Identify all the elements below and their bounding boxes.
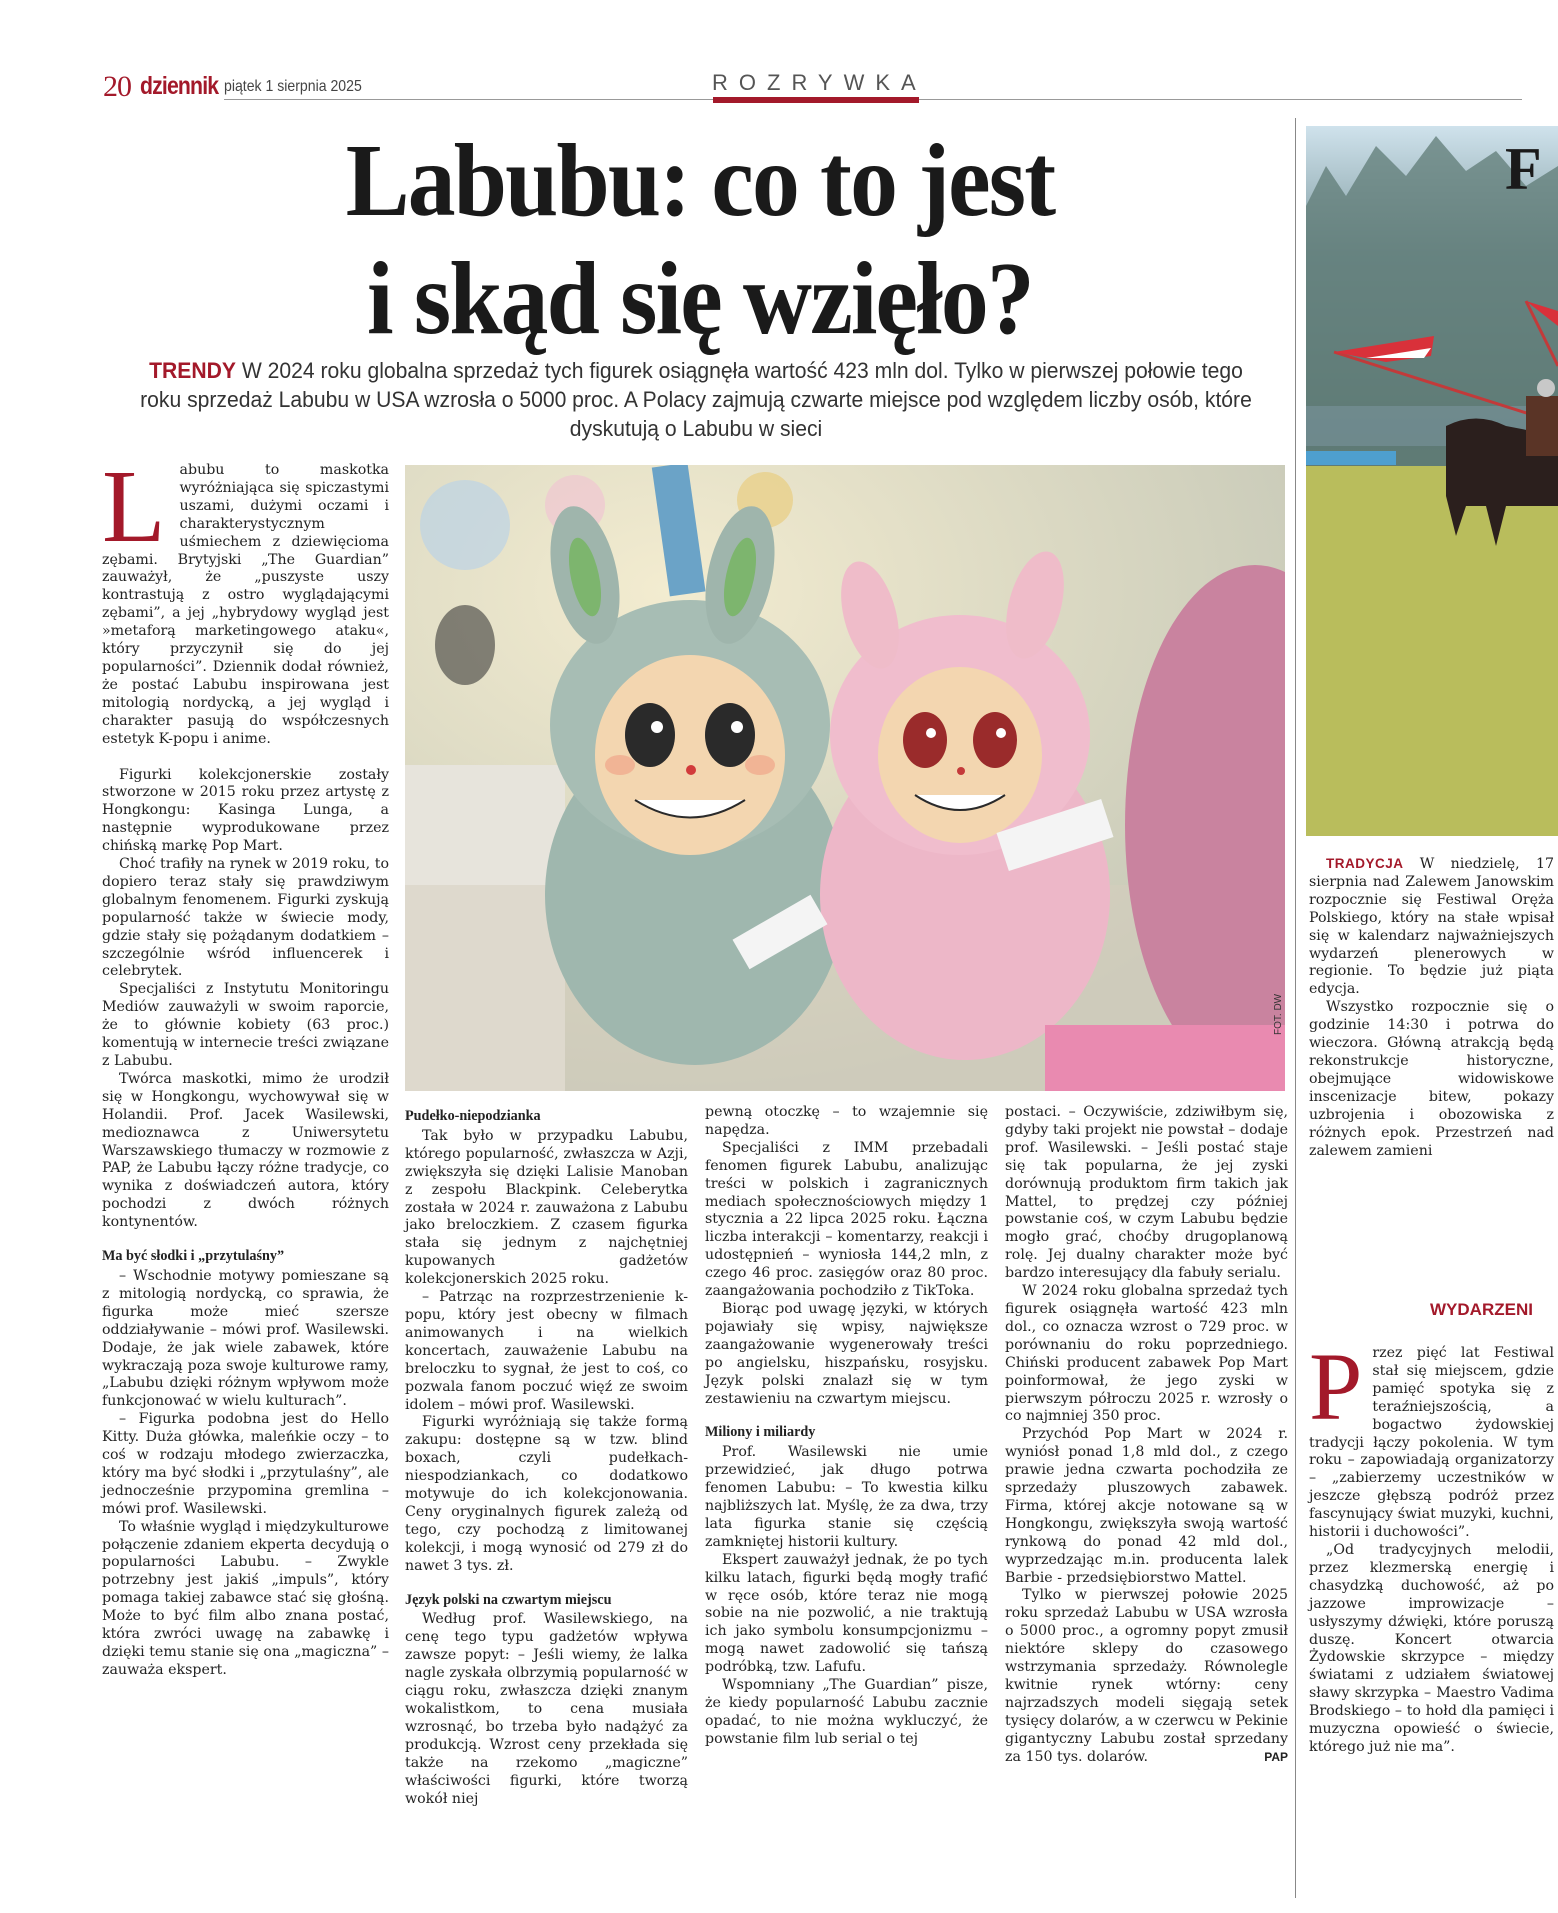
article-lead [135,356,1256,443]
paragraph [1309,855,1554,999]
paragraph: rzez pięć lat Festiwal stał się miejscem, gdzie pamięć spotyka się z teraźniejszością, a bogactwo żydowskiej tradycji łączy pokolenia. W tym roku – zapowiadają organizatorzy – „zabierzemy uczestników w jeszcze głębszą podróż przez fascynujący świat muzyki, kuchni, historii i duchowości”. [1309,1345,1554,1541]
paragraph: Choć trafiły na rynek w 2019 roku, to dopiero teraz stały się prawdziwym globalnym fenomenem. Figurki zyskują popularność także w świecie mody, gdzie stały się pożądanym dodatkiem – szczególnie wśród influencerek i celebrytek. [102,856,389,980]
paragraph: postaci. – Oczywiście, zdziwiłbym się, gdyby taki projekt nie powstał – dodaje prof. Wasilewski. – Jeśli postać staje się tak popularna, że jej zyski dorównują produktom firm takich jak Mattel, to prędzej czy później powstanie coś, w czym Labubu będzie mogło grać, choćby drugoplanową rolę. Jej dualny charakter może być bardzo interesujący dla fabuły serialu. [1005,1104,1288,1282]
subheading: Miliony i miliardy [705,1424,816,1441]
paragraph: abubu to maskotka wyróżniająca się spiczastymi uszami, dużymi oczami i charakterystycznym uśmiechem z dziewięcioma zębami. Brytyjski „The Guardian” zauważył, że „puszyste uszy kontrastują z ostro wyglądającymi zębami”, a jej „hybrydowy wygląd jest »metaforą marketingowego ataku«, który przyczynił się do jej popularności”. Dziennik dodał również, że postać Labubu inspirowana jest mitologią nordycką, a jej wygląd i charakter pasują do współczesnych estetyk K-popu i anime. [102,462,389,747]
paragraph-text: Tylko w pierwszej połowie 2025 roku sprzedaż Labubu w USA wzrosła o 5000 proc., a ogromny popyt zmusił niektóre sklepy do czasowego wstrzymania sprzedaży. Równolegle kwitnie rynek wtórny: ceny najrzadszych modeli sięgają setek tysięcy dolarów, a w czerwcu w Pekinie gigantyczny Labubu został sprzedany za 150 tys. dolarów. [1005,1587,1288,1765]
drop-cap: L [102,449,166,564]
subheading: Ma być słodki i „przytulaśny” [102,1248,285,1265]
paragraph: „Od tradycyjnych melodii, przez klezmerską energię i chasydzką duchowość, aż po jazzowe improwizacje – usłyszymy dźwięki, które poruszą duszę. Koncert otwarcia Żydowskie skrzypce – między światami z udziałem światowej sławy skrzypka – Maestro Vadima Brodskiego – to hołd dla pamięci i muzyczna opowieść o świecie, którego już nie ma”. [1309,1541,1554,1755]
drop-cap: P [1309,1333,1363,1440]
sidebar-tradycja [1309,855,1554,1160]
paragraph: Twórca maskotki, mimo że urodził się w Hongkongu, wychowywał się w Holandii. Prof. Jacek Wasilewski, medioznawca z Uniwersytetu Warszawskiego tłumaczy w rozmowie z PAP, że Labubu łączy różne tradycje, co wynika z doświadczeń autora, który pochodzi z dwóch różnych kontynentów. [102,1070,389,1231]
newspaper-logo: dziennik [140,72,219,100]
paragraph: Przychód Pop Mart w 2024 r. wyniósł ponad 1,8 mld dol., z czego prawie jedna czwarta pochodziła ze sprzedaży pluszowych zabawek. Firma, której akcje notowane są w Hongkongu, zwiększyła swoją wartość rynkową do ponad 42 mld dol., wyprzedzając m.in. producenta lalek Barbie - przedsiębiorstwo Mattel. [1005,1426,1288,1586]
labubu-photo-illustration [405,465,1285,1091]
article-column-1 [102,449,389,1680]
main-photo [405,465,1285,1091]
paragraph: W 2024 roku globalna sprzedaż tych figurek osiągnęła wartość 423 mln dol., co oznacza wzrost o 729 proc. w porównaniu do roku poprzedniego. Chiński producent zabawek Pop Mart poinformował, że jego zyski w pierwszym półroczu 2025 r. wzrosły o co najmniej 350 proc. [1005,1283,1288,1425]
sidebar-photo [1306,126,1558,836]
title-line-1: Labubu: co to jest [345,123,1055,238]
subheading: Język polski na czwartym miejscu [405,1591,612,1608]
paragraph: – Figurka podobna jest do Hello Kitty. Duża główka, maleńkie oczy – to coś w rodzaju młodego zwierzaczka, który ma być słodki i „przytulaśny”, ale jednocześnie przypomina gremlina – mówi prof. Wasilewski. [102,1411,389,1517]
sidebar-section-label: WYDARZENI [1430,1300,1533,1319]
sidebar-headline-fragment: F [1505,136,1542,202]
title-line-2: i skąd się wzięło? [367,241,1033,356]
paragraph: Prof. Wasilewski nie umie przewidzieć, jak długo potrwa fenomen Labubu: – To kwestia kilku najbliższych lat. Myślę, że za dwa, trzy lata figurka stanie się częścią zamkniętej historii kultury. [705,1444,988,1550]
issue-date: piątek 1 sierpnia 2025 [224,78,362,95]
paragraph: Figurki kolekcjonerskie zostały stworzone w 2015 roku przez artystę z Hongkongu: Kasinga Lunga, a następnie wyprodukowane przez chińską markę Pop Mart. [102,766,389,855]
paragraph: – Wschodnie motywy pomieszane są z mitologią nordycką, co sprawia, że figurka może mieć szersze oddziaływanie – mówi prof. Wasilewski. Dodaje, że jak wiele zabawek, które wykraczają poza swoje kulturowe ramy, „Labubu dzięki różnym wpływom może funkcjonować w wielu kulturach”. [102,1267,389,1410]
paragraph: Tak było w przypadku Labubu, którego popularność, zwłaszcza w Azji, zwiększyła się dzięki Lalisie Manoban z zespołu Blackpink. Celeberytka została w 2024 r. zauważona z Labubu jako breloczkiem. Z czasem figurka stała się jednym z najchętniej kupowanych gadżetów kolekcjonerskich 2025 roku. [405,1127,688,1288]
paragraph: Według prof. Wasilewskiego, na cenę tego typu gadżetów wpływa zawsze popyt: – Jeśli wiemy, że lalka nagle zyskała olbrzymią popularność w ciągu roku, zwłaszcza dzięki znanym wokalistkom, to cena musiała wzrosnąć, bo trzeba było nadążyć za produkcją. Wzrost ceny przekłada się także na rzekomo „magiczne” właściwości figurki, które tworzą wokół niej [405,1611,688,1807]
lead-text: W 2024 roku globalna sprzedaż tych figurek osiągnęła wartość 423 mln dol. Tylko w pierwszej połowie tego roku sprzedaż Labubu w USA wzrosła o 5000 proc. A Polacy zajmują czwarte miejsce pod względem liczby osób, które dyskutują o Labubu w sieci [140,358,1252,441]
article-column-3 [705,1104,988,1749]
paragraph: Biorąc pod uwagę języki, w których pojawiały się wpisy, największe zaangażowanie wygenerowały treści po angielsku, hiszpańsku, rosyjsku. Język polski znalazł się w tym zestawieniu na czwartym miejscu. [705,1300,988,1407]
sidebar-wydarzenia [1309,1333,1554,1757]
paragraph: pewną otoczkę – to wzajemnie się napędza. [705,1104,988,1138]
section-bar [713,97,919,103]
paragraph: Wszystko rozpocznie się o godzinie 14:30 i potrwa do wieczora. Główną atrakcją będą rekonstrukcje historyczne, obejmujące widowiskowe inscenizacje bitew, pokazy uzbrojenia i obozowiska z różnych epok. Przestrzeń nad zalewem zamieni [1309,999,1554,1159]
article-column-4 [1005,1104,1288,1767]
paragraph: Specjaliści z IMM przebadali fenomen figurek Labubu, analizując treści w polskich i zagranicznych mediach społecznościowych między 1 stycznia a 22 lipca 2025 roku. Łączna liczba interakcji – komentarzy, reakcji i udostępnień – wyniosła 144,2 mln, z czego 46 proc. zasięgów oraz 80 proc. zaangażowania pochodziło z TikToka. [705,1139,988,1300]
photo-credit: FOT. DW [1273,993,1284,1035]
paragraph: – Patrząc na rozprzestrzenienie k-popu, który jest obecny w filmach animowanych i na wielkich koncertach, zauważenie Labubu na breloczku to sygnał, że jest to coś, co pozwala fanom poczuć więź ze swoim idolem – mówi prof. Wasilewski. [405,1289,688,1413]
column-divider [1295,118,1296,1898]
page-number: 20 [103,70,131,103]
lead-kicker: TRENDY [149,358,236,383]
section-label: ROZRYWKA [712,70,927,95]
sidebar-kicker: TRADYCJA [1326,856,1404,871]
rider-photo-illustration [1306,126,1558,836]
paragraph: Specjaliści z Instytutu Monitoringu Mediów zauważyli w swoim raporcie, że to głównie kobiety (63 proc.) komentują w internecie treści związane z Labubu. [102,981,389,1069]
subheading: Pudełko-niepodzianka [405,1108,541,1124]
paragraph: Ekspert zauważył jednak, że po tych kilku latach, figurki będą mogły trafić w ręce osób, które teraz nie mogą sobie na nie pozwolić, a nie traktują ich jako symbolu konsumpcjonizmu – mogą nawet zadowolić się tańszą podróbką, tzw. Lafufu. [705,1551,988,1676]
paragraph: Wspomniany „The Guardian” pisze, że kiedy popularność Labubu zacznie opadać, to nie można wykluczyć, że powstanie film lub serial o tej [705,1677,988,1747]
source-credit: PAP [1264,1749,1288,1764]
paragraph: To właśnie wygląd i międzykulturowe połączenie zdaniem ekperta decydują o popularności Labubu. – Zwykle potrzebny jest jakiś „impuls”, który pomaga takiej zabawce stać się głośną. Może to być film albo znana postać, która zwróci uwagę na zabawkę i dzięki temu stanie się ona „magiczna” – zauważa ekspert. [102,1518,389,1678]
article-column-2 [405,1108,688,1808]
paragraph: Figurki wyróżniają się także formą zakupu: dostępne są w tzw. blind boxach, czyli pudełkach-niespodziankach, co dodatkowo motywuje do ich kolekcjonowania. Ceny oryginalnych figurek zależą od tego, czy pochodzą z limitowanej kolekcji, i mogą wynosić od 279 zł do nawet 3 tys. zł. [405,1414,688,1574]
paragraph-text: W niedzielę, 17 sierpnia nad Zalewem Janowskim rozpocznie się Festiwal Oręża Polskiego, który na stałe wpisał się w kalendarz najważniejszych wydarzeń plenerowych w regionie. To będzie już piąta edycja. [1309,856,1554,998]
paragraph [1005,1587,1288,1766]
article-title [249,122,1151,358]
